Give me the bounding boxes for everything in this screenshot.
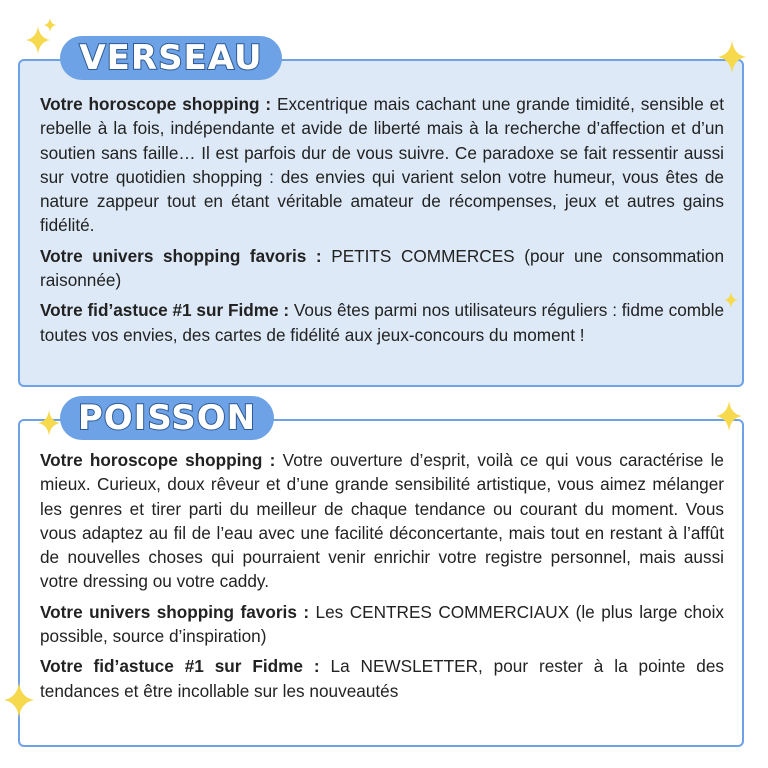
sparkle-icon (4, 682, 34, 718)
verseau-horoscope-text: Excentrique mais cachant une grande timidité, sensible et rebelle à la fois, indépendante et avide de liberté mais à la recherche d’affection et d’un soutien sans faille… Il est parfois dur de vous suivre. Ce paradoxe se fait ressentir aussi sur votre quotidien shopping : des envies qui varient selon votre humeur, vous êtes de nature zappeur tout en étant véritable amateur de récompenses, jeux et autres gains fidélité. (40, 94, 724, 236)
sparkle-icon (724, 292, 738, 308)
poisson-astuce-text: La NEWSLETTER, pour rester à la pointe des tendances et être incollable sur les nouveautés (40, 656, 724, 701)
sparkle-icon (44, 18, 56, 32)
poisson-univers (40, 600, 724, 649)
poisson-title-pill (60, 396, 274, 440)
poisson-horoscope-label: Votre horoscope shopping : (40, 450, 276, 470)
sparkle-icon (38, 410, 60, 436)
poisson-univers-text: Les CENTRES COMMERCIAUX (le plus large choix possible, source d’inspiration) (40, 601, 725, 647)
poisson-title: POISSON (77, 398, 257, 438)
poisson-horoscope (40, 448, 724, 594)
poisson-univers-label: Votre univers shopping favoris : (40, 601, 310, 622)
verseau-title-pill (60, 36, 282, 80)
sparkle-icon (718, 40, 746, 74)
poisson-horoscope-text: Votre ouverture d’esprit, voilà ce qui vous caractérise le mieux. Curieux, doux rêveur et d’une grande sensibilité artistique, vous aimez mélanger les genres et tirer parti du meilleur de chaque tendance ou courant du moment. Vous vous adaptez au fil de l’eau avec une facilité déconcertante, mais tout en restant à l’affût de nouvelles choses qui pourraient venir enrichir votre registre personnel, mais aussi votre dressing ou votre caddy. (40, 450, 724, 592)
poisson-astuce-label: Votre fid’astuce #1 sur Fidme : (40, 656, 320, 677)
verseau-univers-text: PETITS COMMERCES (pour une consommation raisonnée) (40, 245, 724, 291)
verseau-astuce-label: Votre fid’astuce #1 sur Fidme : (40, 300, 290, 321)
poisson-text (40, 448, 724, 709)
verseau-title: VERSEAU (79, 38, 263, 78)
poisson-astuce (40, 654, 724, 703)
verseau-univers-label: Votre univers shopping favoris : (40, 245, 322, 266)
verseau-univers (40, 244, 724, 293)
sparkle-icon (716, 400, 742, 432)
verseau-astuce-text: Vous êtes parmi nos utilisateurs réguliers : fidme comble toutes vos envies, des cartes de fidélité aux jeux-concours du moment ! (40, 300, 725, 345)
verseau-text (40, 92, 724, 353)
verseau-horoscope (40, 92, 724, 238)
verseau-horoscope-label: Votre horoscope shopping : (40, 94, 272, 114)
verseau-astuce (40, 298, 724, 347)
